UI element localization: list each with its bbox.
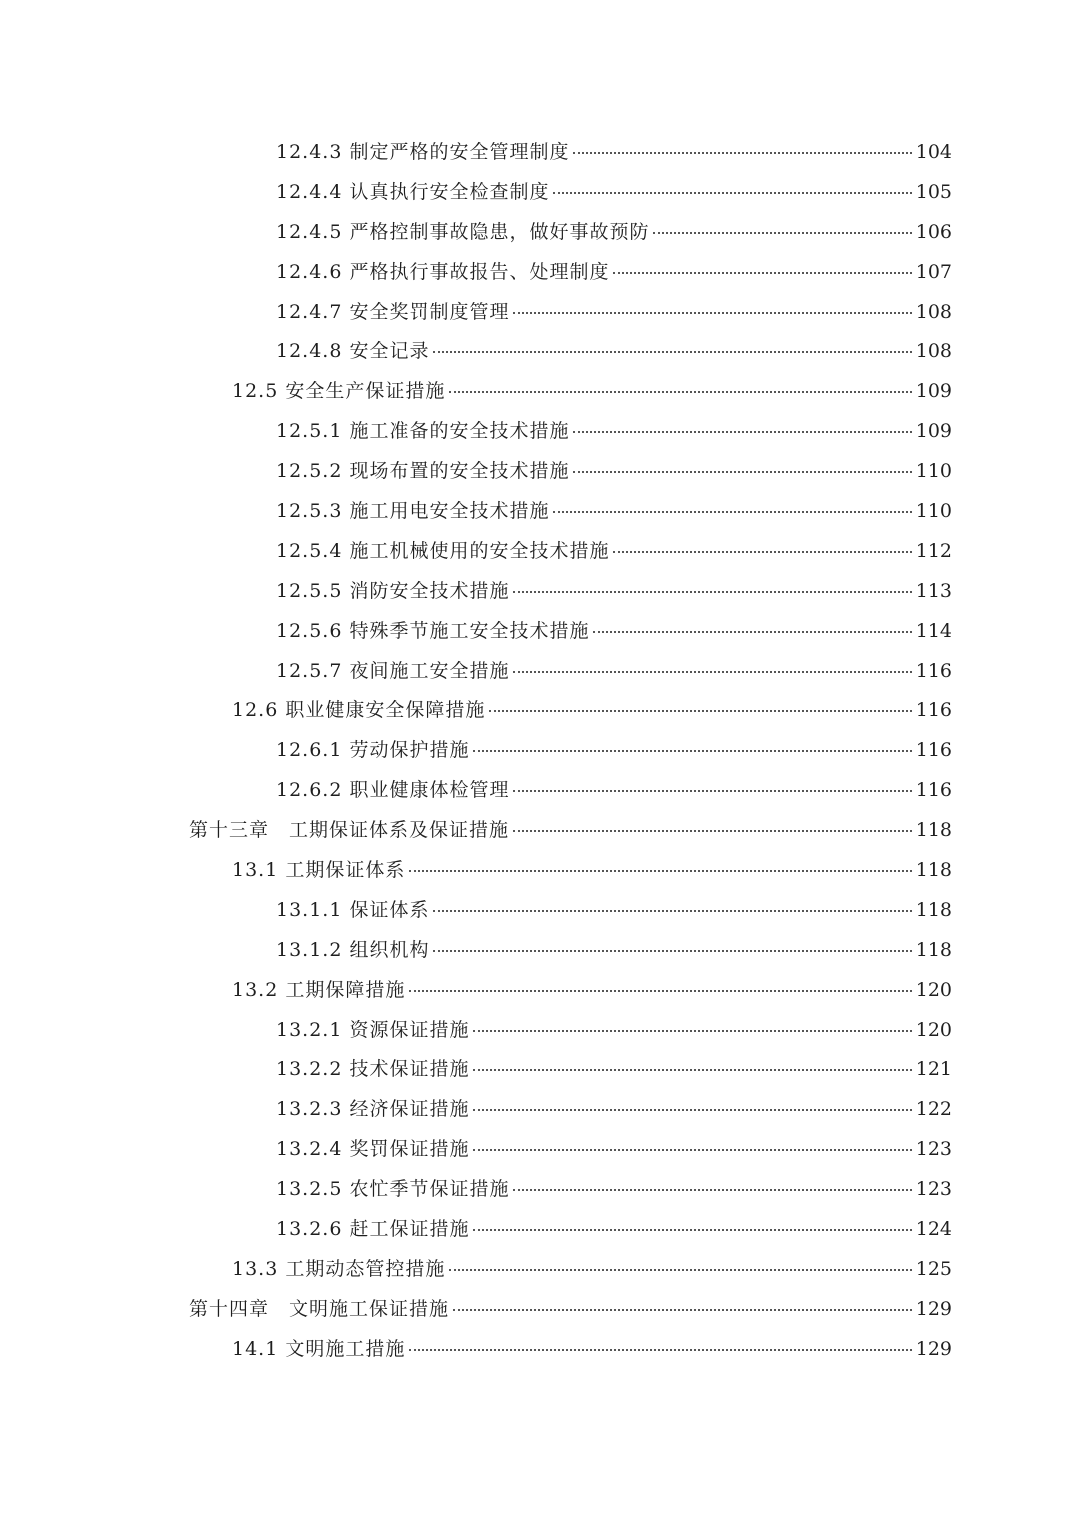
toc-entry-title: 12.4.5 严格控制事故隐患，做好事故预防 bbox=[276, 220, 650, 243]
toc-entry[interactable] bbox=[0, 572, 1080, 612]
toc-dot-leader bbox=[433, 950, 911, 952]
toc-entry[interactable] bbox=[0, 293, 1080, 333]
toc-dot-leader bbox=[573, 471, 911, 473]
toc-entry[interactable] bbox=[0, 253, 1080, 293]
toc-entry-page-number: 109 bbox=[915, 380, 952, 403]
toc-entry-title: 12.4.3 制定严格的安全管理制度 bbox=[276, 141, 570, 163]
toc-entry[interactable] bbox=[0, 412, 1080, 452]
toc-dot-leader bbox=[553, 511, 911, 513]
toc-entry[interactable] bbox=[0, 691, 1080, 731]
toc-entry[interactable] bbox=[0, 213, 1080, 253]
toc-entry[interactable] bbox=[0, 492, 1080, 532]
toc-entry-title: 13.2 工期保障措施 bbox=[232, 978, 406, 1001]
toc-entry-page-number: 129 bbox=[915, 1297, 952, 1320]
toc-entry-title: 12.6.1 劳动保护措施 bbox=[276, 739, 470, 762]
toc-dot-leader bbox=[473, 1229, 911, 1231]
toc-entry-title: 12.5 安全生产保证措施 bbox=[232, 380, 446, 403]
toc-dot-leader bbox=[489, 710, 911, 712]
toc-dot-leader bbox=[473, 1149, 911, 1151]
toc-entry[interactable] bbox=[0, 1170, 1080, 1210]
toc-entry[interactable] bbox=[0, 372, 1080, 412]
toc-dot-leader bbox=[409, 990, 911, 992]
toc-entry[interactable] bbox=[0, 332, 1080, 372]
toc-entry-title: 12.6.2 职业健康体检管理 bbox=[276, 779, 510, 802]
toc-entry-page-number: 110 bbox=[915, 460, 952, 483]
toc-dot-leader bbox=[433, 351, 911, 353]
toc-entry[interactable] bbox=[0, 811, 1080, 851]
toc-entry[interactable] bbox=[0, 1210, 1080, 1250]
toc-entry-page-number: 116 bbox=[915, 739, 952, 762]
toc-entry[interactable] bbox=[0, 931, 1080, 971]
toc-entry-title: 13.2.4 奖罚保证措施 bbox=[276, 1138, 470, 1161]
toc-dot-leader bbox=[513, 591, 911, 593]
toc-entry[interactable] bbox=[0, 1050, 1080, 1090]
toc-entry-title: 12.4.4 认真执行安全检查制度 bbox=[276, 180, 550, 203]
toc-dot-leader bbox=[449, 1269, 911, 1271]
toc-entry[interactable] bbox=[0, 1130, 1080, 1170]
toc-entry-title: 12.5.2 现场布置的安全技术措施 bbox=[276, 460, 570, 483]
toc-entry-page-number: 123 bbox=[915, 1138, 952, 1161]
toc-entry-title: 13.1.2 组织机构 bbox=[276, 938, 430, 961]
toc-dot-leader bbox=[473, 1030, 911, 1032]
toc-entry-page-number: 118 bbox=[915, 819, 952, 842]
toc-entry-title: 12.5.6 特殊季节施工安全技术措施 bbox=[276, 619, 590, 642]
toc-entry-page-number: 113 bbox=[915, 579, 952, 602]
toc-entry-title: 13.2.3 经济保证措施 bbox=[276, 1098, 470, 1121]
toc-entry-title: 13.1.1 保证体系 bbox=[276, 898, 430, 921]
toc-entry-page-number: 123 bbox=[915, 1178, 952, 1201]
toc-entry-page-number: 125 bbox=[915, 1257, 952, 1280]
toc-dot-leader bbox=[513, 671, 911, 673]
toc-entry-page-number: 118 bbox=[915, 898, 952, 921]
toc-entry-title: 12.5.5 消防安全技术措施 bbox=[276, 579, 510, 602]
toc-entry[interactable] bbox=[0, 452, 1080, 492]
toc-entry[interactable] bbox=[0, 731, 1080, 771]
toc-dot-leader bbox=[613, 272, 911, 274]
toc-entry-page-number: 129 bbox=[915, 1337, 952, 1360]
toc-entry[interactable] bbox=[0, 1290, 1080, 1330]
toc-entry-title: 14.1 文明施工措施 bbox=[232, 1337, 406, 1360]
toc-entry-title: 12.4.7 安全奖罚制度管理 bbox=[276, 300, 510, 323]
toc-dot-leader bbox=[653, 232, 911, 234]
toc-entry-title: 12.4.8 安全记录 bbox=[276, 340, 430, 363]
toc-entry-page-number: 108 bbox=[915, 300, 952, 323]
toc-dot-leader bbox=[513, 790, 911, 792]
toc-entry-title: 12.5.7 夜间施工安全措施 bbox=[276, 659, 510, 682]
toc-entry-page-number: 122 bbox=[915, 1098, 952, 1121]
toc-entry[interactable] bbox=[0, 891, 1080, 931]
toc-entry-title: 12.5.1 施工准备的安全技术措施 bbox=[276, 420, 570, 443]
toc-dot-leader bbox=[433, 910, 911, 912]
toc-entry-page-number: 120 bbox=[915, 1018, 952, 1041]
toc-dot-leader bbox=[513, 830, 912, 832]
toc-entry-title: 12.5.4 施工机械使用的安全技术措施 bbox=[276, 539, 610, 562]
toc-entry-title: 13.2.2 技术保证措施 bbox=[276, 1058, 470, 1081]
toc-entry-page-number: 116 bbox=[915, 699, 952, 722]
toc-entry-page-number: 118 bbox=[915, 859, 952, 882]
toc-entry-page-number: 105 bbox=[915, 180, 952, 203]
toc-entry[interactable] bbox=[0, 173, 1080, 213]
toc-entry-page-number: 116 bbox=[915, 779, 952, 802]
table-of-contents bbox=[0, 133, 1080, 1370]
toc-entry-page-number: 116 bbox=[915, 659, 952, 682]
toc-entry[interactable] bbox=[0, 133, 1080, 173]
toc-dot-leader bbox=[473, 750, 911, 752]
toc-entry-page-number: 112 bbox=[915, 539, 952, 562]
toc-dot-leader bbox=[473, 1109, 911, 1111]
toc-entry-page-number: 106 bbox=[915, 220, 952, 243]
toc-dot-leader bbox=[593, 631, 911, 633]
toc-entry-page-number: 110 bbox=[915, 500, 952, 523]
toc-entry-page-number: 108 bbox=[915, 340, 952, 363]
toc-entry-page-number: 114 bbox=[915, 619, 952, 642]
toc-entry[interactable] bbox=[0, 1090, 1080, 1130]
toc-dot-leader bbox=[513, 312, 911, 314]
toc-dot-leader bbox=[409, 870, 911, 872]
toc-entry-page-number: 121 bbox=[915, 1058, 952, 1081]
toc-dot-leader bbox=[453, 1309, 912, 1311]
toc-entry[interactable] bbox=[0, 971, 1080, 1011]
toc-dot-leader bbox=[573, 152, 911, 154]
toc-entry[interactable] bbox=[0, 612, 1080, 652]
toc-dot-leader bbox=[449, 391, 911, 393]
toc-entry[interactable] bbox=[0, 1250, 1080, 1290]
toc-entry-page-number: 104 bbox=[915, 141, 952, 163]
toc-entry-page-number: 124 bbox=[915, 1218, 952, 1241]
toc-entry[interactable] bbox=[0, 851, 1080, 891]
toc-entry[interactable] bbox=[0, 1330, 1080, 1370]
toc-entry[interactable] bbox=[0, 532, 1080, 572]
toc-entry-title: 13.3 工期动态管控措施 bbox=[232, 1257, 446, 1280]
toc-entry-title: 12.6 职业健康安全保障措施 bbox=[232, 699, 486, 722]
toc-dot-leader bbox=[553, 192, 911, 194]
toc-dot-leader bbox=[573, 431, 911, 433]
toc-dot-leader bbox=[613, 551, 911, 553]
toc-entry-page-number: 109 bbox=[915, 420, 952, 443]
toc-entry-title: 12.5.3 施工用电安全技术措施 bbox=[276, 500, 550, 523]
toc-dot-leader bbox=[513, 1189, 911, 1191]
toc-entry-page-number: 118 bbox=[915, 938, 952, 961]
toc-entry[interactable] bbox=[0, 1011, 1080, 1051]
toc-entry-title: 13.1 工期保证体系 bbox=[232, 859, 406, 882]
toc-dot-leader bbox=[473, 1069, 911, 1071]
toc-entry-title: 12.4.6 严格执行事故报告、处理制度 bbox=[276, 260, 610, 283]
toc-entry-title: 13.2.5 农忙季节保证措施 bbox=[276, 1178, 510, 1201]
toc-entry[interactable] bbox=[0, 652, 1080, 692]
toc-entry-title: 13.2.1 资源保证措施 bbox=[276, 1018, 470, 1041]
toc-entry[interactable] bbox=[0, 771, 1080, 811]
toc-entry-title: 13.2.6 赶工保证措施 bbox=[276, 1218, 470, 1241]
toc-dot-leader bbox=[409, 1349, 911, 1351]
toc-entry-title: 第十四章 文明施工保证措施 bbox=[189, 1297, 450, 1320]
toc-entry-title: 第十三章 工期保证体系及保证措施 bbox=[189, 819, 510, 842]
toc-entry-page-number: 107 bbox=[915, 260, 952, 283]
toc-entry-page-number: 120 bbox=[915, 978, 952, 1001]
